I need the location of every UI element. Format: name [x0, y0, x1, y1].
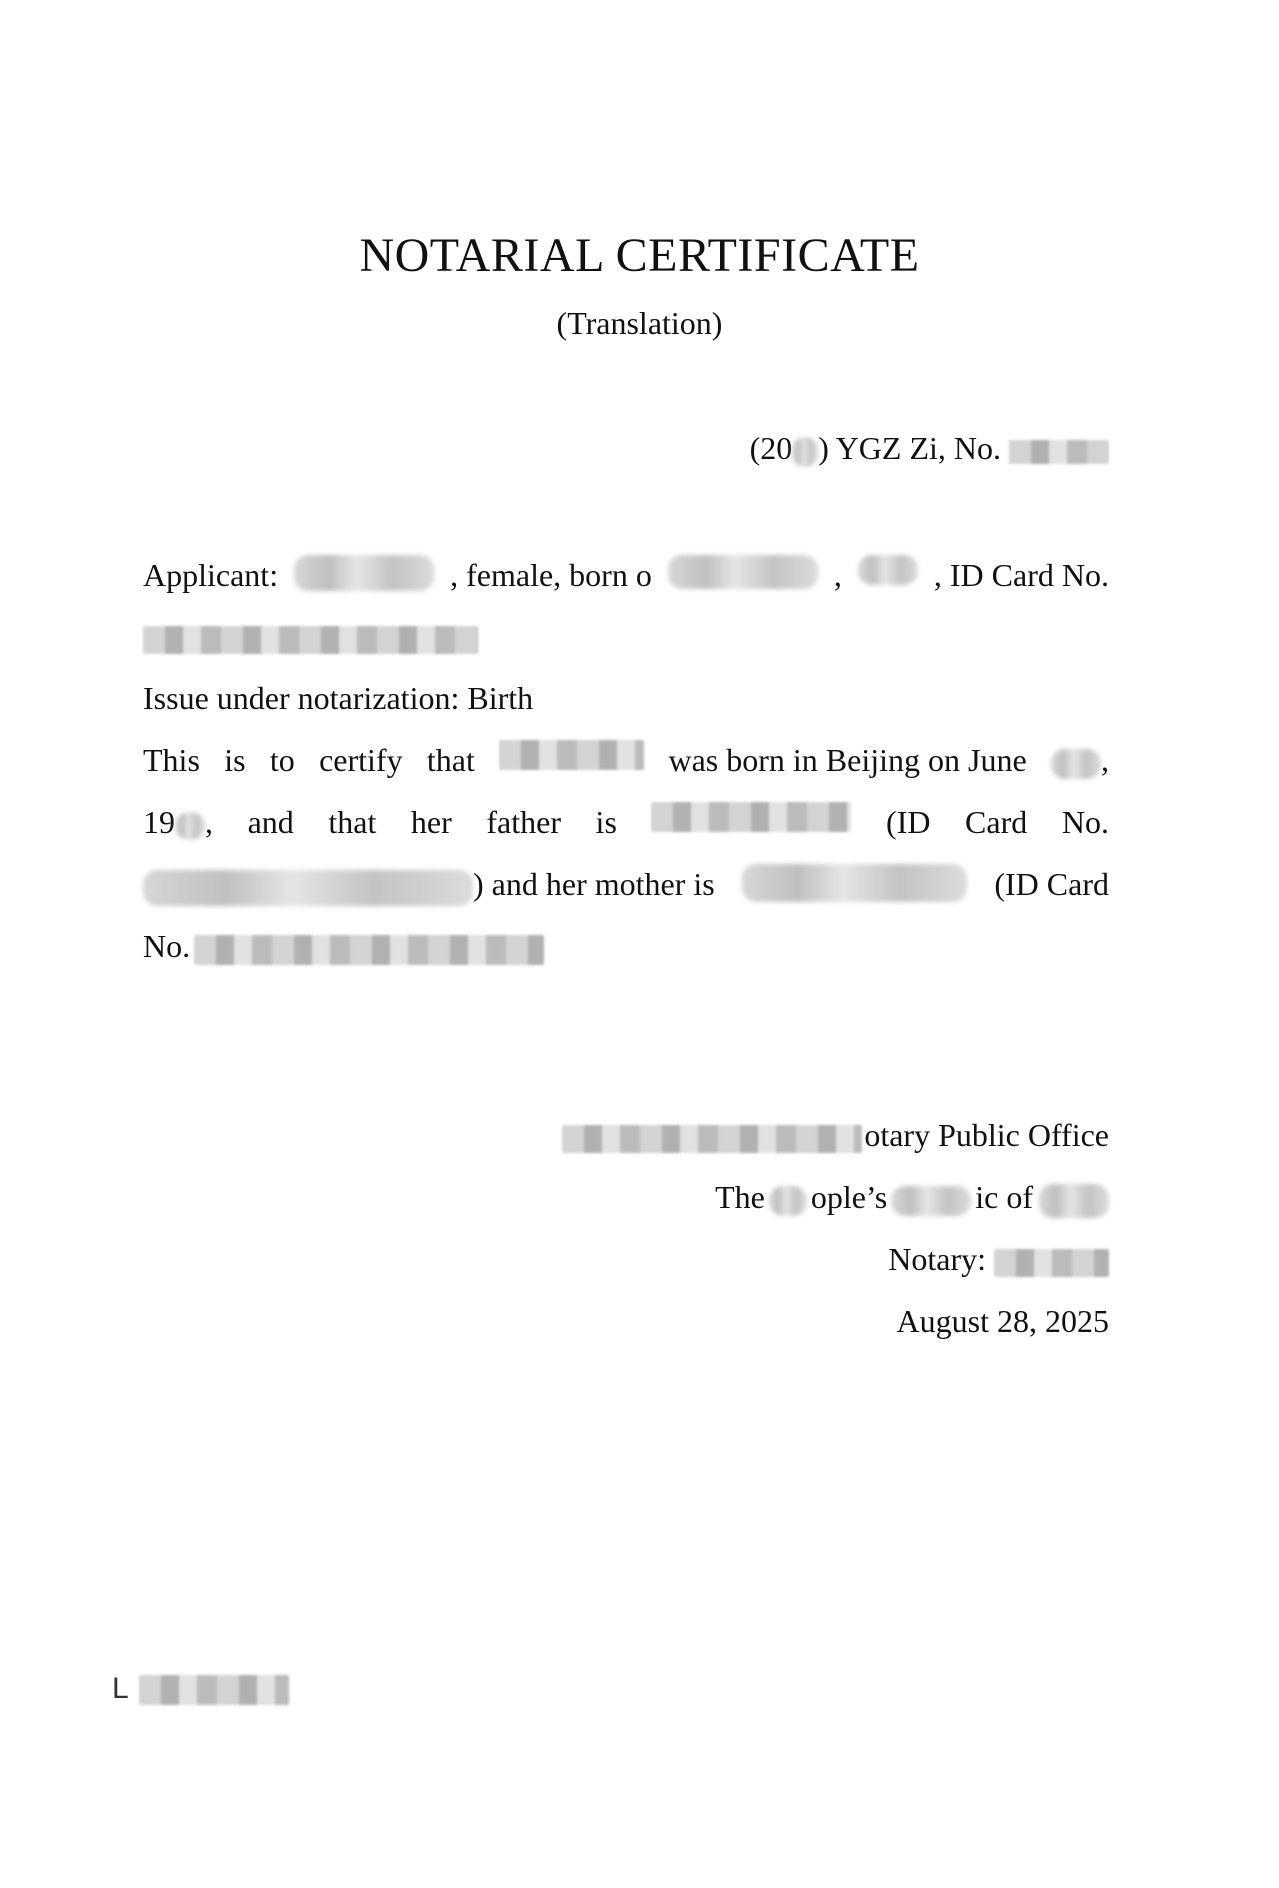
body-word: No. [143, 928, 191, 964]
bottom-mark [112, 1672, 289, 1706]
body-word: This [143, 742, 200, 778]
applicant-comma: , [833, 557, 842, 593]
redacted-birth-day [1051, 749, 1101, 779]
body-word: is [224, 742, 246, 778]
body-word: Card [965, 804, 1028, 840]
body-word: and [247, 804, 294, 840]
redacted-father-name [651, 802, 851, 832]
body-comma: , [205, 804, 213, 840]
redacted-country-name [1039, 1184, 1109, 1218]
bottom-mark-letter: L [112, 1672, 129, 1705]
body-line-4 [143, 926, 544, 966]
applicant-gender-born: , female, born o [450, 557, 652, 593]
applicant-line [143, 555, 1109, 595]
notary-line [888, 1239, 1109, 1279]
body-line-1 [143, 740, 1109, 780]
redacted-reference-number [1009, 440, 1109, 464]
redacted-year-digits [175, 812, 205, 840]
redacted-country-part [891, 1186, 971, 1216]
country-line [715, 1177, 1109, 1218]
notary-label: Notary: [888, 1241, 986, 1277]
country-word: ople’s [810, 1179, 888, 1215]
redacted-applicant-name [294, 555, 434, 591]
body-word: 19 [143, 804, 175, 840]
redacted-year [792, 437, 818, 467]
document-subtitle: (Translation) [556, 305, 723, 341]
issue-line: Issue under notarization: Birth [143, 680, 534, 716]
body-word: certify [319, 742, 403, 778]
redacted-country-part [769, 1186, 807, 1216]
body-word: father [486, 804, 561, 840]
reference-middle: ) YGZ Zi, No. [818, 430, 1001, 466]
redacted-mother-id [194, 935, 544, 965]
redacted-applicant-id [143, 626, 478, 654]
notary-office: otary Public Office [864, 1117, 1109, 1153]
redacted-mother-name [742, 864, 967, 902]
redacted-notary-name [994, 1249, 1109, 1277]
redacted-office-name [562, 1125, 862, 1153]
applicant-id-line [143, 616, 478, 656]
redacted-birth-year [858, 555, 918, 585]
body-word: (ID [886, 804, 931, 840]
redacted-birth-date [668, 555, 818, 589]
body-line-3 [143, 864, 1109, 906]
body-phrase: ) and her mother is [473, 866, 715, 902]
redacted-person-name [499, 740, 644, 770]
body-word: that [426, 742, 475, 778]
country-word: The [715, 1179, 765, 1215]
body-word: to [269, 742, 295, 778]
applicant-id-label: , ID Card No. [933, 557, 1109, 593]
body-line-2 [143, 802, 1109, 842]
document-title: NOTARIAL CERTIFICATE [359, 229, 920, 282]
reference-number [750, 428, 1109, 468]
body-phrase: was born in Beijing on June [668, 742, 1027, 778]
body-phrase: (ID Card [994, 866, 1109, 902]
certificate-date: August 28, 2025 [896, 1303, 1109, 1339]
notary-office-line [562, 1115, 1109, 1155]
country-word: ic of [975, 1179, 1033, 1215]
body-comma: , [1100, 742, 1109, 778]
body-word: is [595, 804, 617, 840]
redacted-father-id [143, 870, 473, 906]
redacted-bottom-text [139, 1675, 289, 1705]
body-word: her [410, 804, 452, 840]
body-word: No. [1061, 804, 1109, 840]
reference-prefix: (20 [749, 430, 793, 466]
applicant-label: Applicant: [143, 557, 279, 593]
body-word: that [328, 804, 377, 840]
